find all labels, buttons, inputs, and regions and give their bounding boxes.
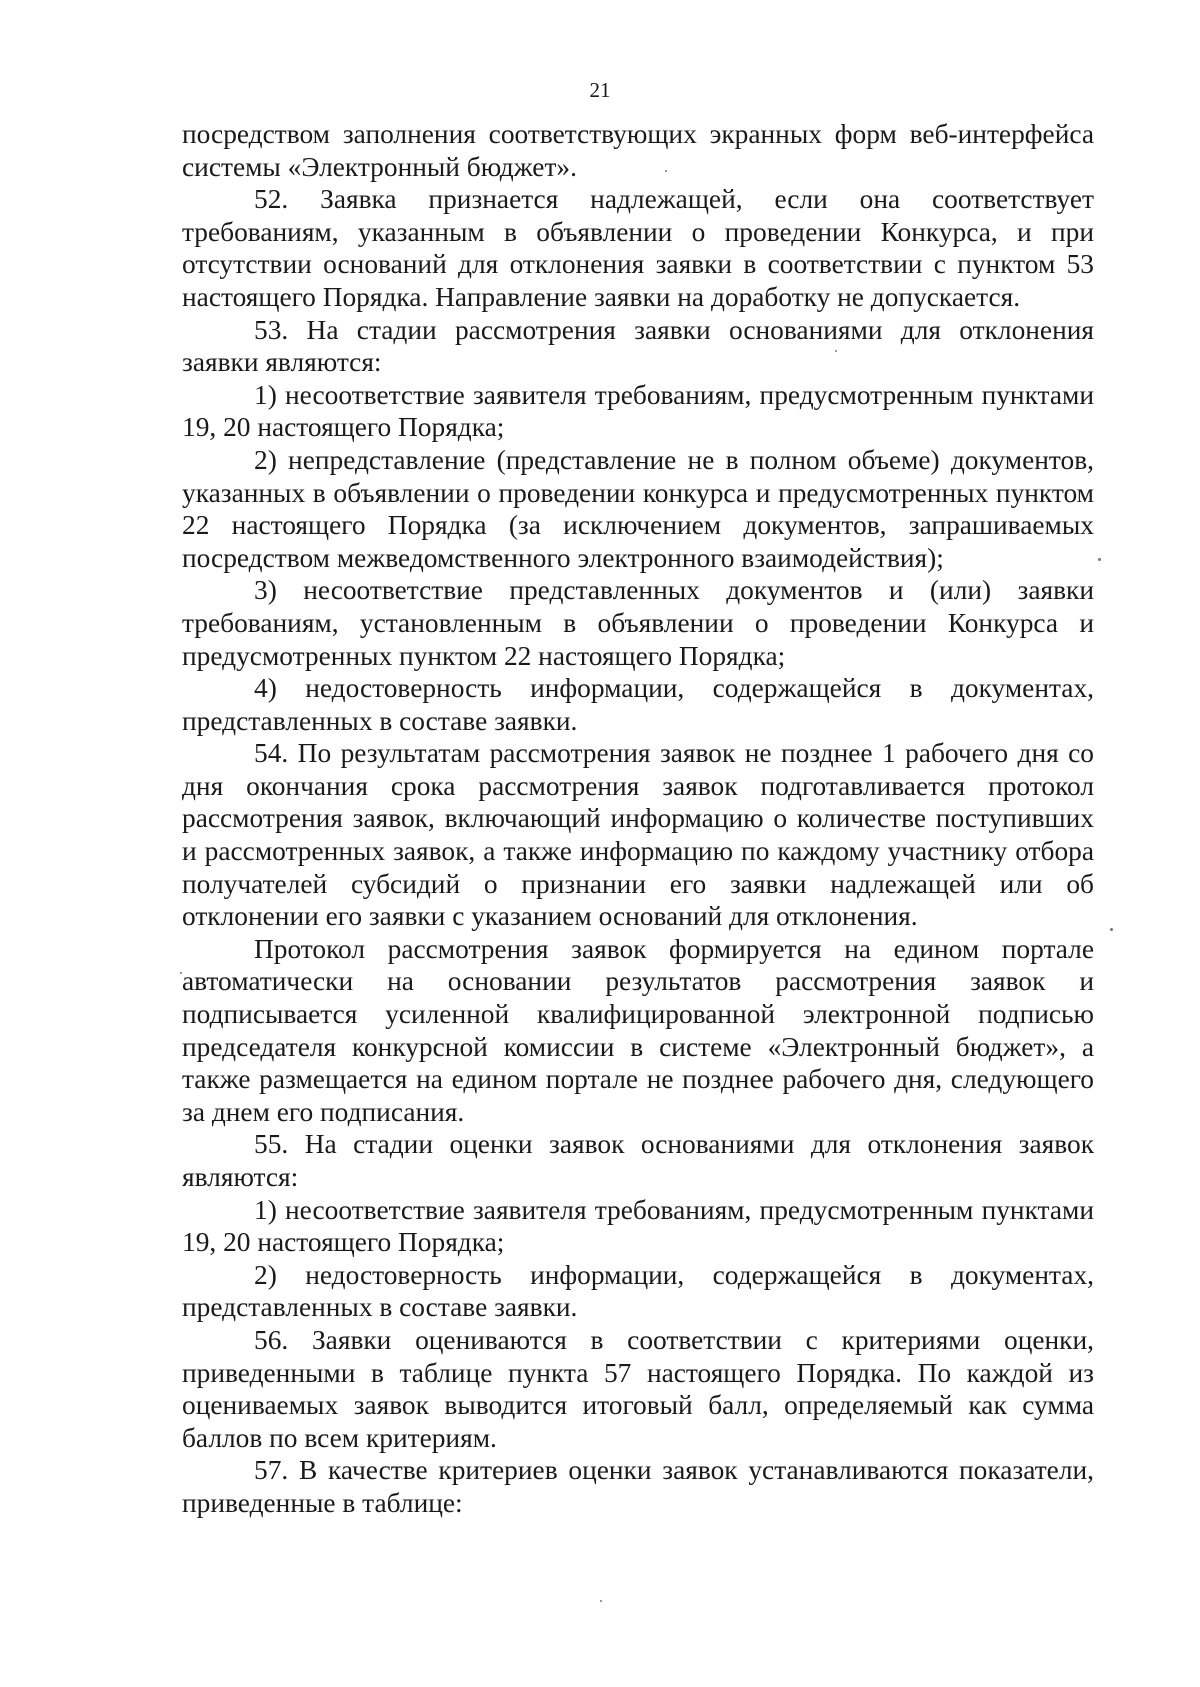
- paragraph-57: 57. В качестве критериев оценки заявок устанавливаются показатели, приведенные в таблице:: [182, 1455, 1094, 1518]
- paragraph-continuation: посредством заполнения соответствующих экранных форм веб-интерфейса системы «Электронный бюджет».: [182, 119, 1094, 182]
- paragraph-53: 53. На стадии рассмотрения заявки основаниями для отклонения заявки являются:: [182, 314, 1094, 378]
- paragraph-53-item-2: 2) непредставление (представление не в полном объеме) документов, указанных в объявлении о проведении конкурса и предусмотренных пунктом 22 настоящего Порядка (за исключением документов, запрашиваемых посредством межведомственного электронного взаимодействия);: [182, 444, 1094, 573]
- scan-speck: [1098, 558, 1101, 561]
- paragraph-55-item-2: 2) недостоверность информации, содержащейся в документах, представленных в составе заявки.: [182, 1259, 1094, 1323]
- paragraph-53-item-1: 1) несоответствие заявителя требованиям, предусмотренным пунктами 19, 20 настоящего Порядка;: [182, 379, 1094, 443]
- scan-speck: [1110, 928, 1113, 931]
- scan-speck: [600, 1600, 602, 1602]
- paragraph-53-item-4: 4) недостоверность информации, содержащейся в документах, представленных в составе заявки.: [182, 673, 1094, 736]
- scan-speck: [180, 972, 182, 974]
- paragraph-protocol: Протокол рассмотрения заявок формируется на едином портале автоматически на основании результатов рассмотрения заявок и подписывается усиленной квалифицированной электронной подписью председателя конкурсной комиссии в системе «Электронный бюджет», а также размещается на едином портале не позднее рабочего дня, следующего за днем его подписания.: [182, 933, 1094, 1127]
- document-body: [182, 118, 1094, 1520]
- scan-speck: [665, 170, 667, 172]
- paragraph-55-item-1: 1) несоответствие заявителя требованиям, предусмотренным пунктами 19, 20 настоящего Порядка;: [182, 1194, 1094, 1258]
- paragraph-54: 54. По результатам рассмотрения заявок не позднее 1 рабочего дня со дня окончания срока рассмотрения заявок подготавливается протокол рассмотрения заявок, включающий информацию о количестве поступивших и рассмотренных заявок, а также информацию по каждому участнику отбора получателей субсидий о признании его заявки надлежащей или об отклонении его заявки с указанием оснований для отклонения.: [182, 738, 1094, 932]
- paragraph-56: 56. Заявки оцениваются в соответствии с критериями оценки, приведенными в таблице пункта 57 настоящего Порядка. По каждой из оцениваемых заявок выводится итоговый балл, определяемый как сумма баллов по всем критериям.: [182, 1324, 1094, 1453]
- page-number: 21: [589, 78, 611, 102]
- scan-speck: [835, 350, 837, 352]
- paragraph-53-item-3: 3) несоответствие представленных документов и (или) заявки требованиям, установленным в объявлении о проведении Конкурса и предусмотренных пунктом 22 настоящего Порядка;: [182, 575, 1094, 671]
- paragraph-52: 52. Заявка признается надлежащей, если она соответствует требованиям, указанным в объявлении о проведении Конкурса, и при отсутствии оснований для отклонения заявки в соответствии с пунктом 53 настоящего Порядка. Направление заявки на доработку не допускается.: [182, 184, 1094, 312]
- paragraph-55: 55. На стадии оценки заявок основаниями для отклонения заявок являются:: [182, 1129, 1094, 1192]
